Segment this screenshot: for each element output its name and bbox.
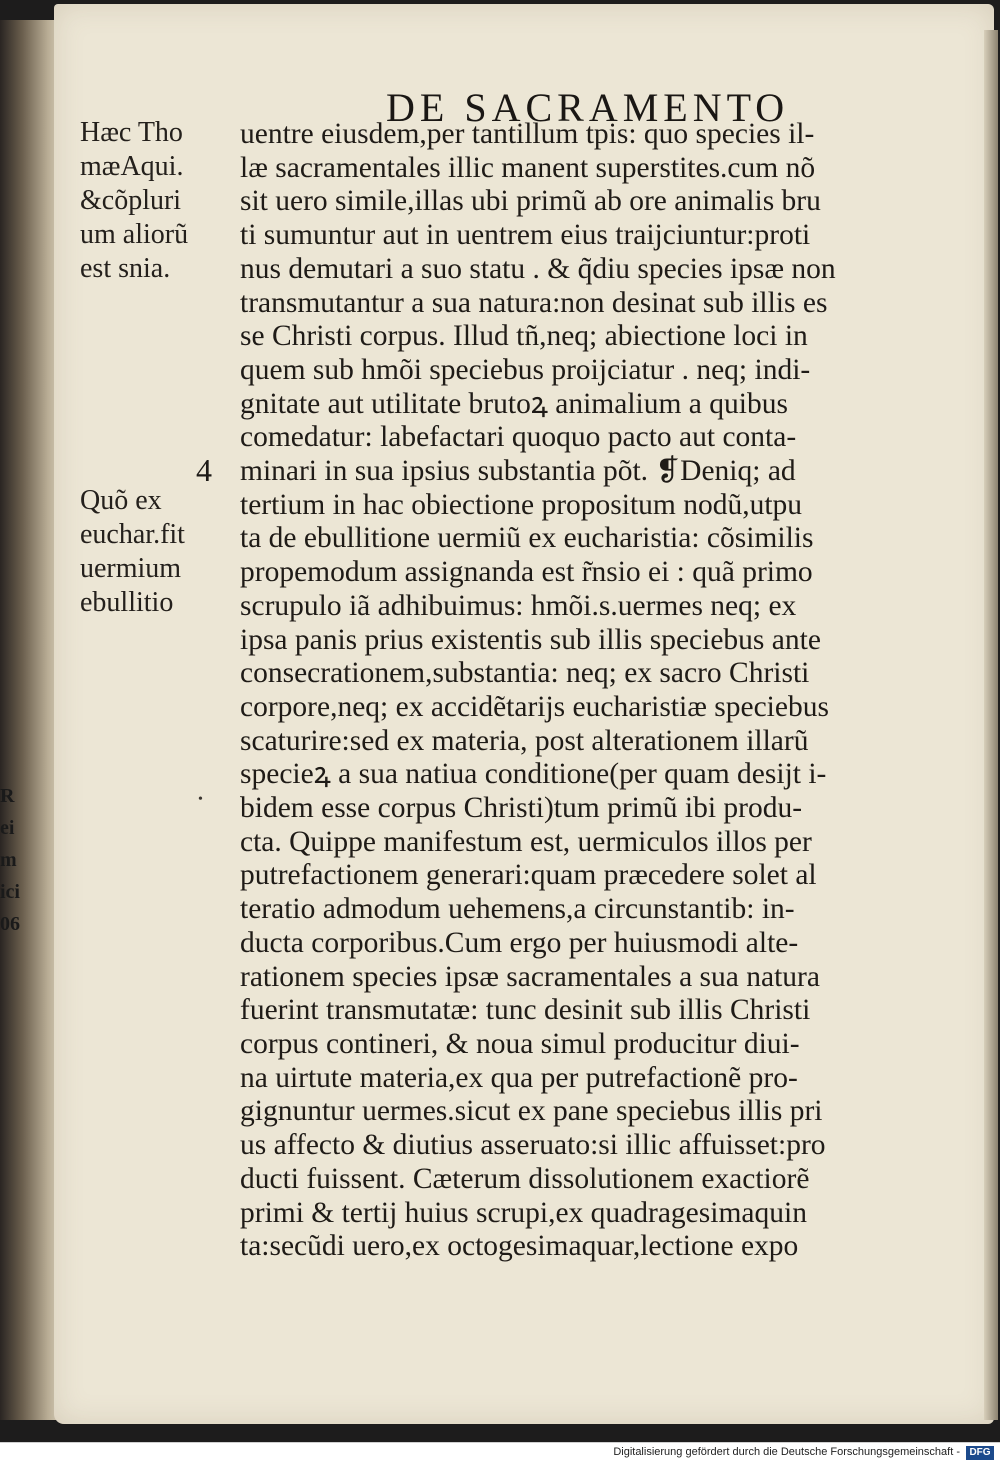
running-header: DE SACRAMENTO [386,85,790,130]
text-line: quem sub hmõi speciebus proijciatur . neq; indi- [240,353,811,386]
facing-page-fragment [0,780,30,940]
text-line: ducta corporibus.Cum ergo per huiusmodi alte- [240,926,799,959]
text-line: bidem esse corpus Christi)tum primũ ibi produ- [240,792,803,825]
margin-note-line: &cõpluri [80,185,182,216]
margin-number: 4 [196,452,212,488]
body-text [240,118,980,1264]
dfg-logo[interactable]: DFG [966,1446,994,1460]
text-line: teratio admodum uehemens,a circunstantib: in- [240,893,795,926]
text-line: se Christi corpus. Illud tñ,neq; abiectione loci in [240,320,808,353]
text-line: specieꝝ a sua natiua conditione(per quam desijt i- [240,758,827,791]
text-line: gignuntur uermes.sicut ex pane speciebus illis pri [240,1095,823,1128]
ink-speck: • [198,792,203,807]
fragment-line: ei [0,817,15,839]
margin-note-line: Hæc Tho [80,117,183,148]
text-line: propemodum assignanda est r̃nsio ei : quã primo [240,556,813,589]
text-line: ta de ebullitione uermiũ ex eucharistia: cõsimilis [240,522,814,555]
fragment-line: 06 [0,913,20,935]
text-line: nus demutari a suo statu . & q̃diu species ipsæ non [240,252,836,285]
text-line: corpus contineri, & noua simul producitur diui- [240,1027,800,1060]
text-line: consecrationem,substantia: neq; ex sacro Christi [240,657,810,690]
fragment-line: m [0,849,17,871]
footer-bar [0,1442,1000,1465]
text-line: comedatur: labefactari quoquo pacto aut conta- [240,421,797,454]
text-line: sit uero simile,illas ubi primũ ab ore animalis bru [240,185,821,218]
fragment-line: R [0,785,15,807]
margin-note-line: mæAqui. [80,151,184,182]
margin-note-1 [80,116,240,286]
text-line: scaturire:sed ex materia, post alterationem illarũ [240,724,809,757]
text-line: cta. Quippe manifestum est, uermiculos illos per [240,825,812,858]
margin-note-line: um aliorũ [80,219,189,250]
text-line: ducti fuissent. Cæterum dissolutionem exactiorẽ [240,1162,810,1195]
margin-note-line: Quõ ex [80,485,162,516]
text-line: ipsa panis prius existentis sub illis speciebus ante [240,623,821,656]
text-line: tertium in hac obiectione propositum nodũ,utpu [240,488,803,521]
text-line: læ sacramentales illic manent superstites.cum nõ [240,151,816,184]
margin-note-line: ebullitio [80,587,174,618]
text-line: us affecto & diutius asseruato:si illic affuisset:pro [240,1129,826,1162]
text-line: gnitate aut utilitate brutoꝝ animalium a quibus [240,387,788,420]
margin-note-2 [80,484,240,620]
margin-note-line: uermium [80,553,182,584]
text-line: transmutantur a sua natura:non desinat sub illis es [240,286,828,319]
text-line: rationem species ipsæ sacramentales a sua natura [240,960,820,993]
margin-note-line: est snia. [80,253,171,284]
margin-note-line: euchar.fit [80,519,185,550]
page-edge-shadow [984,30,998,1420]
text-line: corpore,neq; ex accidẽtarijs eucharistiæ speciebus [240,690,829,723]
text-line: scrupulo iã adhibuimus: hmõi.s.uermes neq; ex [240,589,797,622]
text-line: minari in sua ipsius substantia põt. ❡Deniq; ad [240,455,796,488]
text-line: primi & tertij huius scrupi,ex quadragesimaquin [240,1196,807,1229]
text-line: putrefactionem generari:quam præcedere solet al [240,859,817,892]
text-line: uentre eiusdem,per tantillum tpis: quo species il- [240,118,815,150]
funding-notice: Digitalisierung gefördert durch die Deutsche Forschungsgemeinschaft - [613,1446,960,1458]
text-line: ta:secũdi uero,ex octogesimaquar,lectione expo [240,1230,799,1263]
fragment-line: ici [0,881,20,903]
text-line: fuerint transmutatæ: tunc desinit sub illis Christi [240,994,811,1027]
text-line: na uirtute materia,ex qua per putrefactionẽ pro- [240,1061,798,1094]
text-line: ti sumuntur aut in uentrem eius traijciuntur:proti [240,219,811,252]
